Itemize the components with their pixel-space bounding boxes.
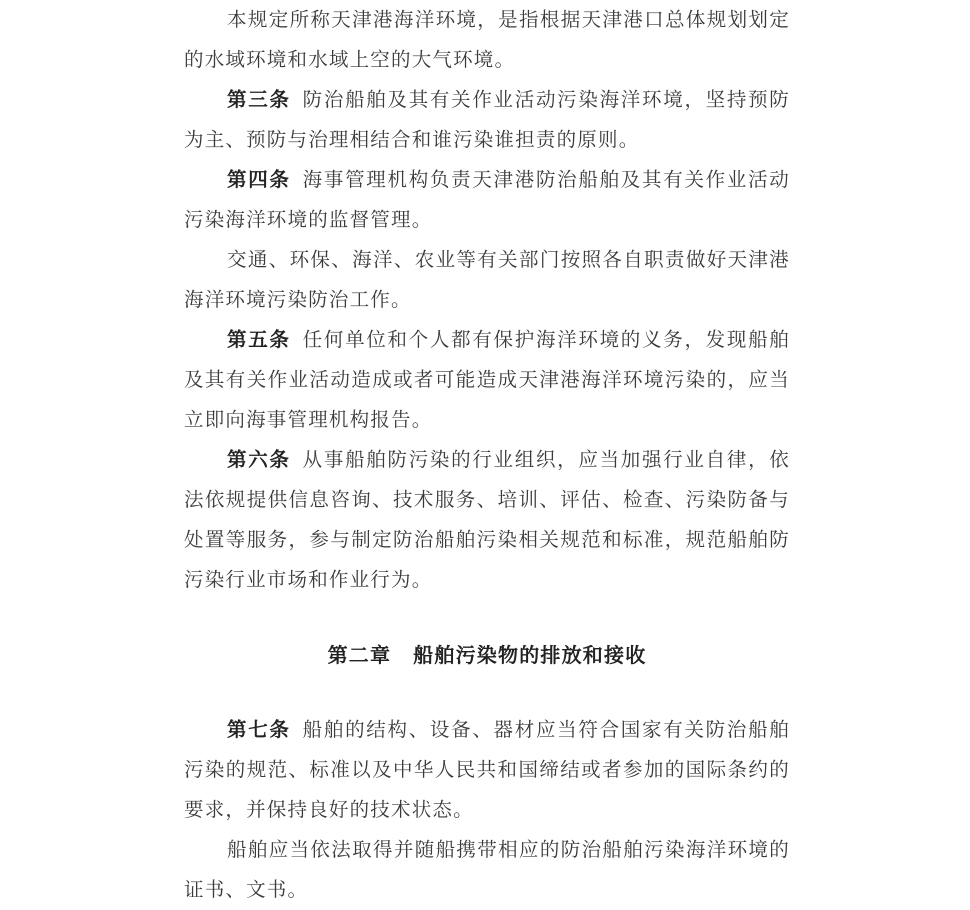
article-text: 从事船舶防污染的行业组织，应当加强行业自律，依法依规提供信息咨询、技术服务、培训、评估、检查、污染防备与处置等服务，参与制定防治船舶污染相关规范和标准，规范船舶防污染行业市场和作业行为。 [184, 448, 790, 591]
article-number: 第四条 [227, 168, 291, 191]
article-text: 船舶的结构、设备、器材应当符合国家有关防治船舶污染的规范、标准以及中华人民共和国缔结或者参加的国际条约的要求，并保持良好的技术状态。 [184, 718, 790, 821]
article-number: 第五条 [227, 328, 291, 351]
article-7-paragraph-2 [184, 830, 790, 910]
article-number: 第六条 [227, 448, 291, 471]
document-body [184, 0, 790, 910]
paragraph-text: 交通、环保、海洋、农业等有关部门按照各自职责做好天津港海洋环境污染防治工作。 [184, 248, 790, 311]
chapter-title: 船舶污染物的排放和接收 [413, 643, 647, 667]
article-4 [184, 160, 790, 240]
article-number: 第七条 [227, 718, 291, 741]
paragraph-text: 本规定所称天津港海洋环境，是指根据天津港口总体规划划定的水域环境和水域上空的大气环境。 [184, 8, 790, 71]
article-number: 第三条 [227, 88, 291, 111]
chapter-heading [184, 600, 790, 710]
article-6 [184, 440, 790, 600]
chapter-number: 第二章 [327, 643, 392, 667]
article-text: 防治船舶及其有关作业活动污染海洋环境，坚持预防为主、预防与治理相结合和谁污染谁担责的原则。 [184, 88, 790, 151]
article-text: 海事管理机构负责天津港防治船舶及其有关作业活动污染海洋环境的监督管理。 [184, 168, 790, 231]
article-3 [184, 80, 790, 160]
paragraph-text: 船舶应当依法取得并随船携带相应的防治船舶污染海洋环境的证书、文书。 [184, 838, 790, 901]
paragraph-scope-definition [184, 0, 790, 80]
article-5 [184, 320, 790, 440]
article-text: 任何单位和个人都有保护海洋环境的义务，发现船舶及其有关作业活动造成或者可能造成天津港海洋环境污染的，应当立即向海事管理机构报告。 [184, 328, 790, 431]
article-7 [184, 710, 790, 830]
article-4-paragraph-2 [184, 240, 790, 320]
